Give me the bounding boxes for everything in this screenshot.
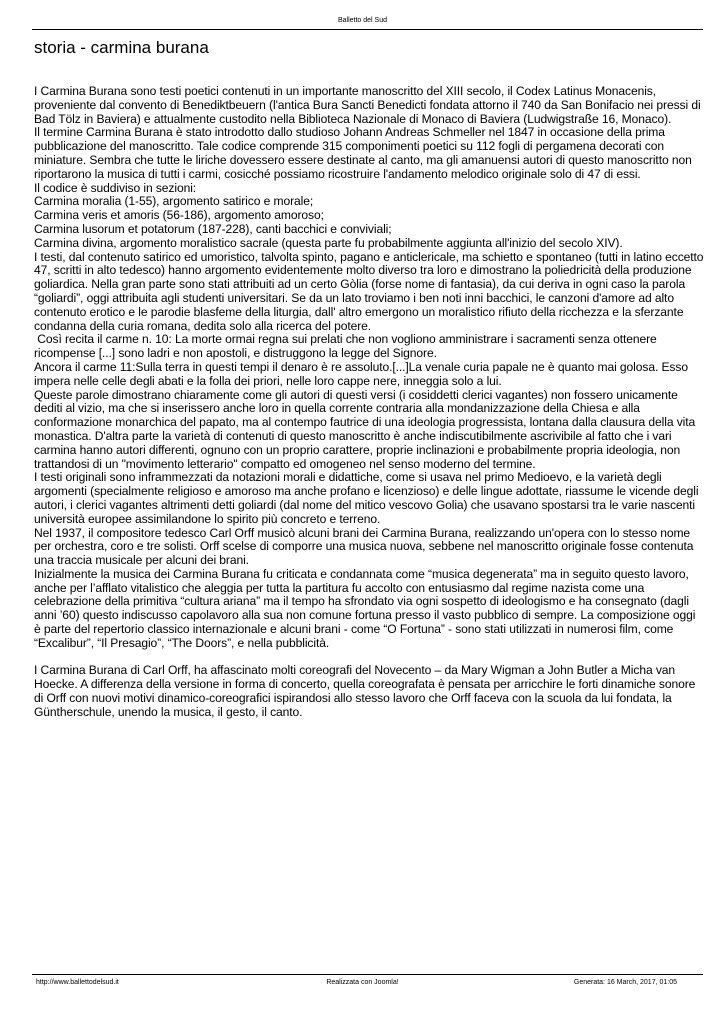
site-header: Balletto del Sud <box>337 17 388 24</box>
section-list-item: Carmina lusorum et potatorum (187-228), canti bacchici e conviviali; <box>34 221 392 236</box>
article-paragraph: Il codice è suddiviso in sezioni: <box>34 180 197 195</box>
article-paragraph: I Carmina Burana sono testi poetici contenuti in un importante manoscritto del XIII secolo, il Codex Latinus Monacenis, proveniente dal convento di Benediktbeuern (l'antica Bura Sancti Benedicti fondata attorno il 740 da San Bonifacio nei pressi di Bad Tölz in Baviera) e attualmente custodito nella Biblioteca Nazionale di Monaco di Baviera (Ludwigstraße 16, Monaco). <box>34 84 701 126</box>
article-paragraph: Nel 1937, il compositore tedesco Carl Orff musicò alcuni brani dei Carmina Burana, realizzando un'opera con lo stesso nome per orchestra, coro e tre solisti. Orff scelse di comporre una musica nuova, sebbene nel manoscritto originale fosse contenuta una traccia musicale per alcuni dei brani. <box>34 525 694 568</box>
article-paragraph: I Carmina Burana di Carl Orff, ha affascinato molti coreografi del Novecento – da Mary Wigman a John Butler a Micha van Hoecke. A differenza della versione in forma di concerto, quella coreografata è pensata per arricchire le forti dinamiche sonore di Orff con nuovi motivi dinamico-coreografici ispirandosi allo stesso lavoro che Orff faceva con la scuola da lui fondata, la Güntherschule, unendo la musica, il gesto, il canto. <box>34 663 696 719</box>
page-footer <box>0 978 725 988</box>
header-divider <box>32 29 703 30</box>
page-title: storia - carmina burana <box>34 38 209 57</box>
article-paragraph: I testi originali sono inframmezzati da notazioni morali e didattiche, come si usava nel primo Medioevo, e la varietà degli argomenti (specialmente religioso e amoroso ma anche profano e licenzioso) e delle lingue adottate, riassume le vicende degli autori, i clerici vagantes altrimenti detti goliardi (dal nome del mitico vescovo Golia) che usavano spostarsi tra le varie nascenti università europee assimilandone lo spirito più concreto e terreno. <box>34 470 699 526</box>
paragraph-gap <box>34 651 704 665</box>
article-body <box>34 85 704 720</box>
article-paragraph: Così recita il carme n. 10: La morte ormai regna sui prelati che non vogliono amministrare i sacramenti senza ottenere ricompense [...] sono ladri e non apostoli, e distruggono la legge del Signore. <box>34 332 660 361</box>
footer-divider <box>32 974 703 975</box>
section-list-item: Carmina moralia (1-55), argomento satirico e morale; <box>34 194 314 209</box>
article-paragraph: Queste parole dimostrano chiaramente come gli autori di questi versi (i cosiddetti clerici vagantes) non fossero unicamente dediti al vizio, ma che si inserissero anche loro in quella corrente contraria alla mondanizzazione della Chiesa e alla conformazione monarchica del papato, ma al contempo fautrice di una ideologia progressista, lontana dalla clausura della vita monastica. D'altra parte la varietà di contenuti di questo manoscritto è anche indiscutibilmente ascrivibile al fatto che i vari carmina hanno autori differenti, ognuno con un proprio carattere, proprie inclinazioni e probabilmente propria ideologia, non trattandosi di un "movimento letterario" compatto ed omogeneo nel senso moderno del termine. <box>34 387 696 471</box>
article-paragraph: Inizialmente la musica dei Carmina Burana fu criticata e condannata come “musica degenerata” ma in seguito questo lavoro, anche per l’afflato vitalistico che aleggia per tutta la partitura fu accolto con entusiasmo dal regime nazista come una celebrazione della primitiva “cultura ariana” ma il tempo ha sfrondato via ogni sospetto di ideologismo e ha consegnato (dagli anni ’60) questo indiscusso capolavoro alla sua non comune fortuna presso il vasto pubblico di sempre. La composizione oggi è parte del repertorio classico internazionale e alcuni brani - come “O Fortuna” - sono stati utilizzati in numerosi film, come “Excalibur”, “Il Presagio”, “The Doors”, e nella pubblicità. <box>34 566 696 650</box>
footer-generated-date: Generata: 16 March, 2017, 01:05 <box>573 979 677 986</box>
article-paragraph: Il termine Carmina Burana è stato introdotto dallo studioso Johann Andreas Schmeller nel 1847 in occasione della prima pubblicazione del manoscritto. Tale codice comprende 315 componimenti poetici su 112 fogli di pergamena decorati con miniature. Sembra che tutte le liriche dovessero essere destinate al canto, ma gli amanuensi autori di questo manoscritto non riportarono la musica di tutti i carmi, cosicché possiamo ricostruire l'andamento melodico originale solo di 47 di essi. <box>34 125 692 181</box>
footer-site-url[interactable]: http://www.ballettodelsud.it <box>36 979 119 986</box>
footer-cms-credit: Realizzata con Joomla! <box>326 979 399 986</box>
article-paragraph: Ancora il carme 11:Sulla terra in questi tempi il denaro è re assoluto.[...]La venale curia papale ne è quanto mai golosa. Esso impera nelle celle degli abati e la folla dei priori, nelle loro cappe nere, inneggia solo a lui. <box>34 359 688 388</box>
section-list-item: Carmina veris et amoris (56-186), argomento amoroso; <box>34 208 324 223</box>
article-paragraph: I testi, dal contenuto satirico ed umoristico, talvolta spinto, pagano e anticlericale, ma schietto e spontaneo (tutti in latino eccetto 47, scritti in alto tedesco) hanno argomento evidentemente molto diverso tra loro e dimostrano la poliedricità della produzione goliardica. Nella gran parte sono stati attribuiti ad un certo Gòlia (forse nome di fantasia), da cui deriva in ogni caso la parola “goliardi”, oggi attribuita agli studenti universitari. Se da un lato troviamo i ben noti inni bacchici, le canzoni d'amore ad alto contenuto erotico e le parodie blasfeme della liturgia, dall' altro emergono un moralistico rifiuto della ricchezza e la sferzante condanna della curia romana, dedita solo alla ricerca del potere. <box>34 249 704 333</box>
section-list-item: Carmina divina, argomento moralistico sacrale (questa parte fu probabilmente aggiunta all'inizio del secolo XIV). <box>34 235 623 250</box>
